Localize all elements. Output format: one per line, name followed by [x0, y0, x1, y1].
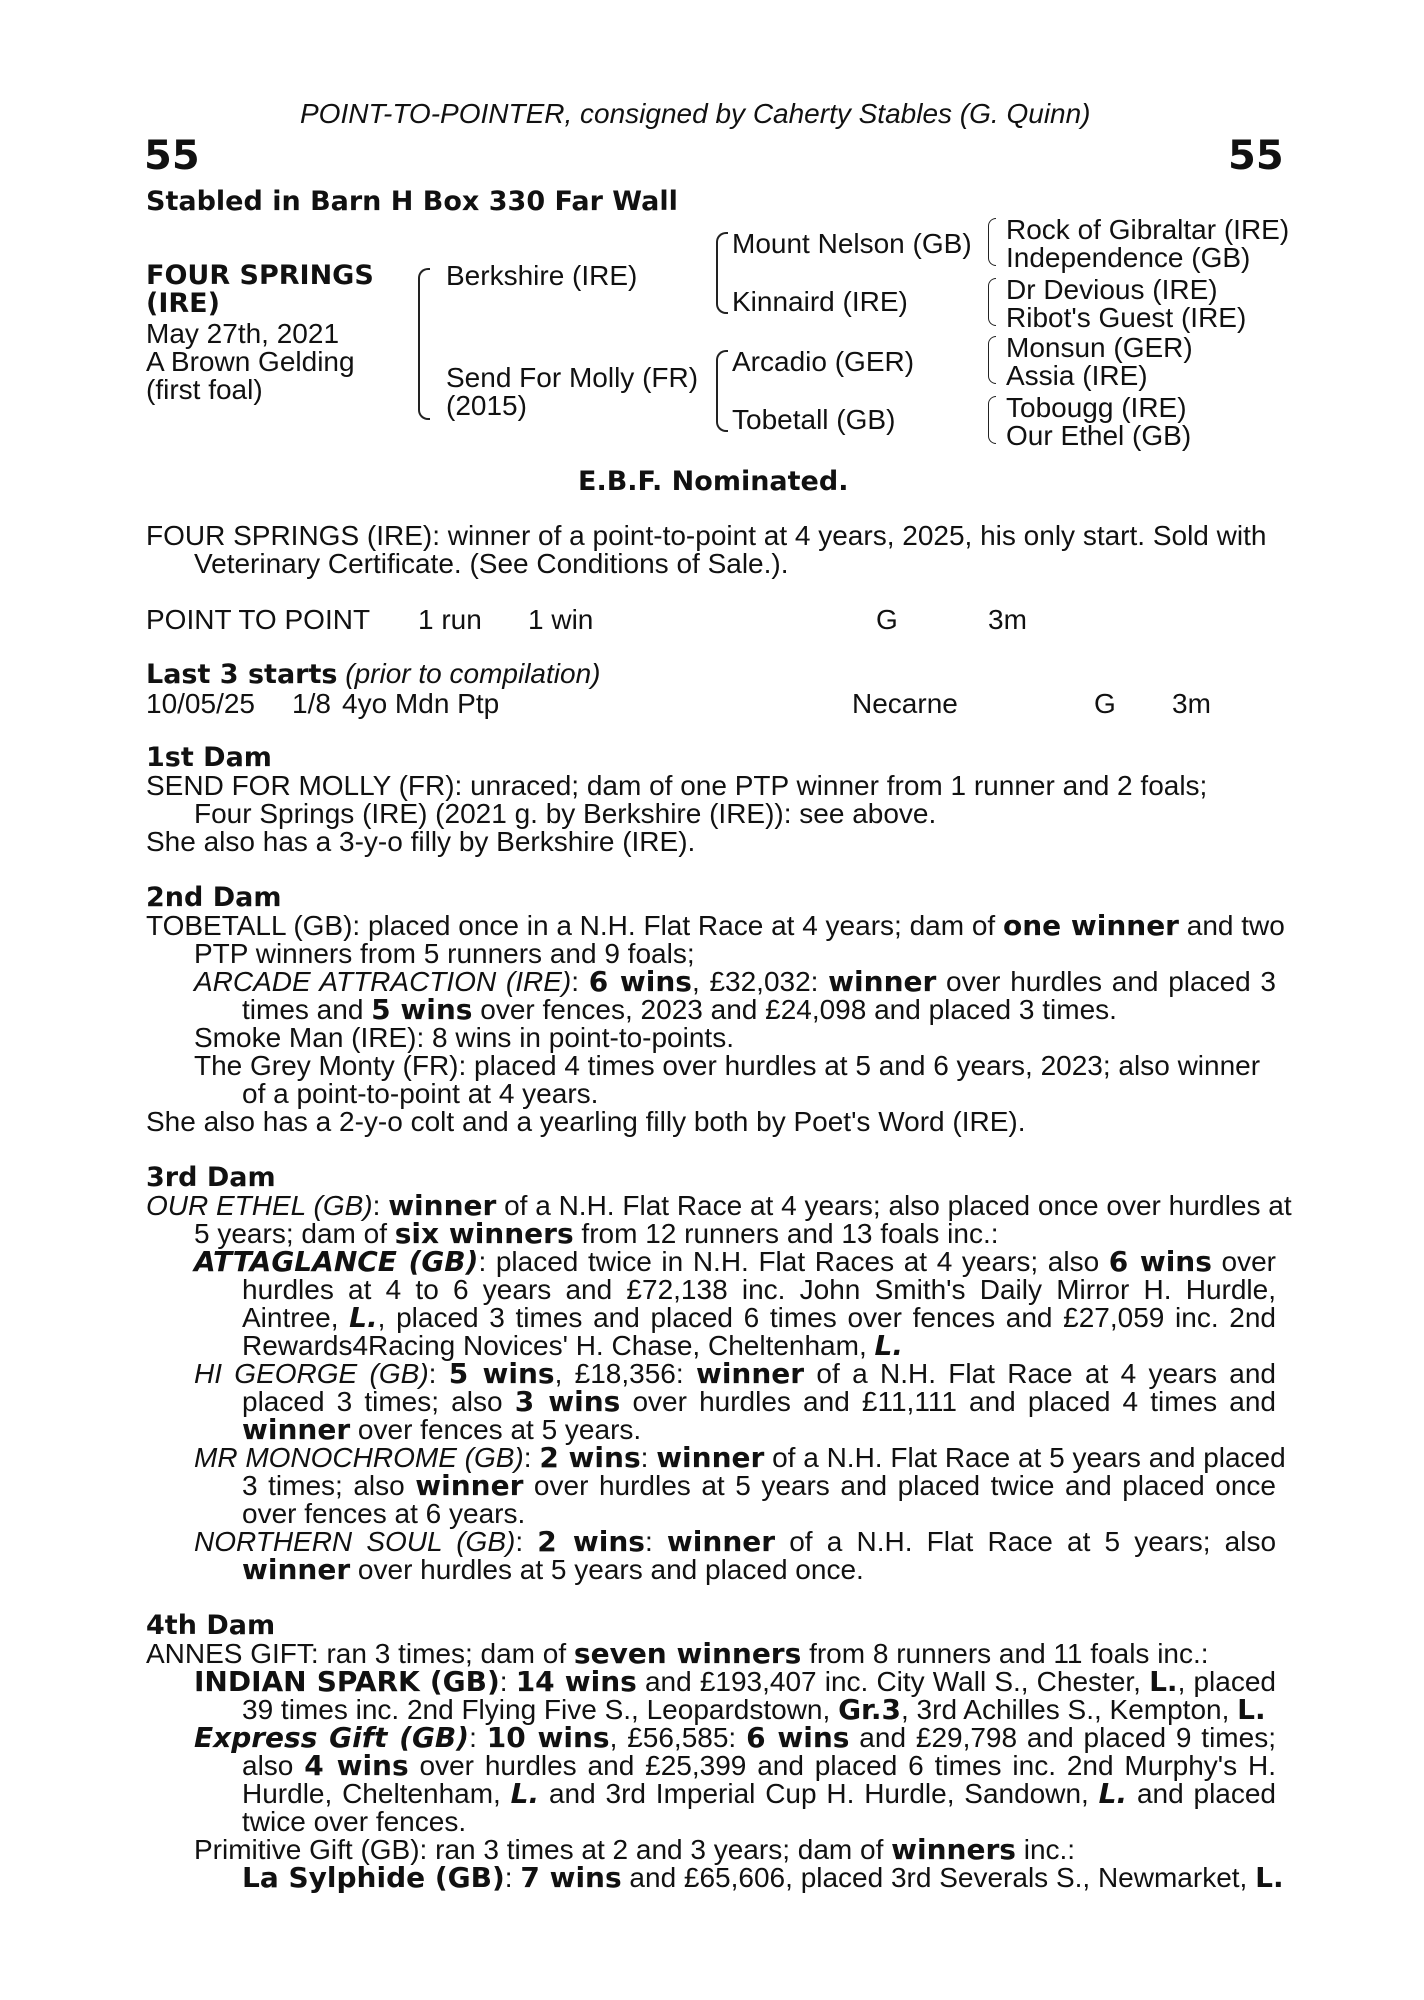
produce-line: also 4 wins over hurdles and £25,399 and placed 6 times inc. 2nd Murphy's H. [242, 1749, 1277, 1782]
pedigree-brace [988, 396, 996, 444]
produce-line: winner over fences at 5 years. [242, 1413, 642, 1446]
start-distance: 3m [1172, 688, 1211, 719]
dam-line: 5 years; dam of six winners from 12 runners and 13 foals inc.: [194, 1217, 999, 1250]
pedigree-sds: Dr Devious (IRE) [1006, 274, 1218, 305]
dam-line: SEND FOR MOLLY (FR): unraced; dam of one PTP winner from 1 runner and 2 foals; [146, 770, 1208, 801]
section-title: 3rd Dam [146, 1162, 276, 1193]
lot-number-left: 55 [144, 133, 200, 179]
produce-line: Primitive Gift (GB): ran 3 times at 2 and 3 years; dam of winners inc.: [194, 1833, 1076, 1866]
section-title: 4th Dam [146, 1610, 276, 1641]
dam-line: OUR ETHEL (GB): winner of a N.H. Flat Race at 4 years; also placed once over hurdles at [146, 1189, 1292, 1222]
produce-line: INDIAN SPARK (GB): 14 wins and £193,407 inc. City Wall S., Chester, L., placed [194, 1665, 1276, 1698]
last-starts-title: Last 3 starts [146, 659, 338, 690]
pedigree-dam-sire: Arcadio (GER) [732, 346, 915, 377]
fourth-dam-section [146, 1610, 1284, 1894]
record-going: G [876, 604, 898, 635]
dam-also-line: She also has a 3-y-o filly by Berkshire (IRE). [146, 826, 696, 857]
record-label: POINT TO POINT [146, 604, 371, 635]
dam-line: TOBETALL (GB): placed once in a N.H. Flat Race at 4 years; dam of one winner and two [146, 909, 1285, 942]
pedigree-dam-dam: Tobetall (GB) [732, 404, 896, 435]
pedigree-brace [988, 278, 996, 326]
stable-location: Stabled in Barn H Box 330 Far Wall [146, 186, 678, 217]
ebf-nomination: E.B.F. Nominated. [578, 466, 849, 497]
start-date: 10/05/25 [146, 688, 255, 719]
pedigree-brace [716, 232, 728, 314]
dam-also-line: She also has a 2-y-o colt and a yearling filly both by Poet's Word (IRE). [146, 1106, 1026, 1137]
start-course: Necarne [852, 688, 958, 719]
pedigree-ssd: Independence (GB) [1006, 242, 1251, 273]
pedigree-sdd: Ribot's Guest (IRE) [1006, 302, 1247, 333]
produce-line: Four Springs (IRE) (2021 g. by Berkshire (IRE)): see above. [194, 798, 937, 829]
pedigree-dam: Send For Molly (FR) [446, 362, 699, 393]
produce-line: Express Gift (GB): 10 wins, £56,585: 6 wins and £29,798 and placed 9 times; [194, 1721, 1276, 1754]
record-runs: 1 run [418, 604, 482, 635]
produce-line: placed 3 times; also 3 wins over hurdles and £11,111 and placed 4 times and [242, 1385, 1276, 1418]
catalogue-category: POINT-TO-POINTER, consigned by Caherty Stables (G. Quinn) [300, 98, 1091, 129]
summary-line: Veterinary Certificate. (See Conditions of Sale.). [194, 548, 789, 579]
pedigree-sire-dam: Kinnaird (IRE) [732, 286, 908, 317]
produce-line: ATTAGLANCE (GB): placed twice in N.H. Flat Races at 4 years; also 6 wins over [194, 1245, 1276, 1278]
produce-line: La Sylphide (GB): 7 wins and £65,606, placed 3rd Severals S., Newmarket, L. [242, 1861, 1284, 1894]
produce-line: of a point-to-point at 4 years. [242, 1078, 599, 1109]
produce-line: 39 times inc. 2nd Flying Five S., Leopardstown, Gr.3, 3rd Achilles S., Kempton, L. [242, 1693, 1266, 1726]
produce-line: twice over fences. [242, 1806, 467, 1837]
produce-line: times and 5 wins over fences, 2023 and £24,098 and placed 3 times. [242, 993, 1117, 1026]
produce-line: NORTHERN SOUL (GB): 2 wins: winner of a N.H. Flat Race at 5 years; also [194, 1525, 1277, 1558]
pedigree-brace [988, 336, 996, 384]
start-position: 1/8 [292, 688, 331, 719]
produce-line: Aintree, L., placed 3 times and placed 6 times over fences and £27,059 inc. 2nd [242, 1301, 1276, 1334]
record-wins: 1 win [528, 604, 594, 635]
pedigree-dss: Monsun (GER) [1006, 332, 1193, 363]
produce-line: MR MONOCHROME (GB): 2 wins: winner of a N.H. Flat Race at 5 years and placed [194, 1441, 1286, 1474]
produce-line: winner over hurdles at 5 years and placed once. [242, 1553, 864, 1586]
horse-name: FOUR SPRINGS [146, 260, 374, 291]
pedigree-dam-year: (2015) [446, 390, 527, 421]
pedigree-dds: Tobougg (IRE) [1006, 392, 1187, 423]
horse-foaling-date: May 27th, 2021 [146, 318, 340, 349]
produce-line: over fences at 6 years. [242, 1498, 526, 1529]
last-starts-note: (prior to compilation) [345, 658, 601, 689]
first-dam-section [146, 744, 1276, 856]
section-title: 1st Dam [146, 742, 272, 773]
produce-line: The Grey Monty (FR): placed 4 times over hurdles at 5 and 6 years, 2023; also winner [194, 1050, 1261, 1081]
dam-line: ANNES GIFT: ran 3 times; dam of seven winners from 8 runners and 11 foals inc.: [146, 1637, 1209, 1670]
produce-line: 3 times; also winner over hurdles at 5 years and placed twice and placed once [242, 1469, 1277, 1502]
produce-line: Rewards4Racing Novices' H. Chase, Cheltenham, L. [242, 1329, 903, 1362]
pedigree-brace [716, 350, 728, 432]
summary-line: FOUR SPRINGS (IRE): winner of a point-to-point at 4 years, 2025, his only start. Sold with [146, 520, 1267, 551]
produce-line: Smoke Man (IRE): 8 wins in point-to-points. [194, 1022, 734, 1053]
pedigree-ddd: Our Ethel (GB) [1006, 420, 1192, 451]
produce-line: ARCADE ATTRACTION (IRE): 6 wins, £32,032: winner over hurdles and placed 3 [194, 965, 1276, 998]
record-distance: 3m [988, 604, 1027, 635]
section-title: 2nd Dam [146, 882, 282, 913]
start-race: 4yo Mdn Ptp [342, 688, 500, 719]
produce-line: Hurdle, Cheltenham, L. and 3rd Imperial Cup H. Hurdle, Sandown, L. and placed [242, 1777, 1277, 1810]
pedigree-sire-sire: Mount Nelson (GB) [732, 228, 972, 259]
second-dam-section [146, 882, 1285, 1137]
third-dam-section [146, 1162, 1292, 1586]
pedigree-sire: Berkshire (IRE) [446, 260, 638, 291]
start-going: G [1094, 688, 1116, 719]
pedigree-brace [418, 268, 430, 420]
produce-line: hurdles at 4 to 6 years and £72,138 inc. John Smith's Daily Mirror H. Hurdle, [242, 1274, 1276, 1305]
horse-country: (IRE) [146, 288, 220, 319]
pedigree-dsd: Assia (IRE) [1006, 360, 1148, 391]
horse-summary [146, 522, 1276, 578]
lot-number-right: 55 [1228, 133, 1284, 179]
pedigree-sss: Rock of Gibraltar (IRE) [1006, 214, 1290, 245]
horse-note: (first foal) [146, 374, 263, 405]
pedigree-brace [988, 218, 996, 266]
produce-line: HI GEORGE (GB): 5 wins, £18,356: winner of a N.H. Flat Race at 4 years and [194, 1357, 1276, 1390]
horse-description: A Brown Gelding [146, 346, 355, 377]
dam-line: PTP winners from 5 runners and 9 foals; [194, 938, 695, 969]
